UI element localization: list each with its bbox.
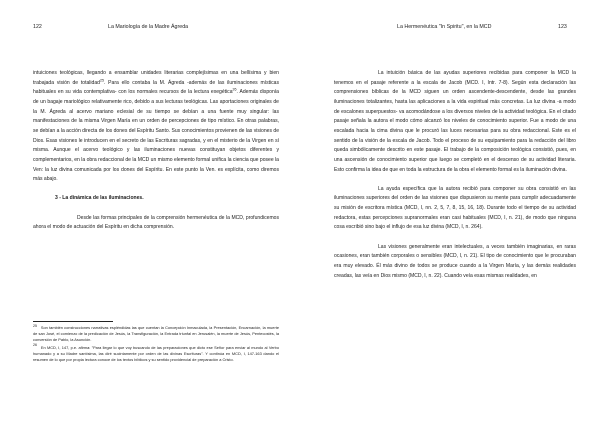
- footnote-ref-25[interactable]: 25: [99, 77, 104, 82]
- footnote-26: 26 En MCD, I, 147, p.e. afirma: "Para llegar lo que voy buscando de las preparaciones que dicto ese Señor para enviar al mundo al Verbo humanado y a su Madre santísima, las diré sucintamente por orden de las divinas Escrituras". Y continúa en MCD, I, 147-163 dando el resumen de lo que por propia lectura conoce de los textos bíblicos y su sentido providencial de preparación a Cristo.: [33, 343, 279, 362]
- right-running-title: La Hermenéutica "In Spiritu", en la MCD: [397, 24, 492, 30]
- footnote-25: 25 Son también construcciones narrativas espléndidas las que cuentan la Concepción Inmaculada, la Presentación, Encarnación, la muerte de san José, el comienzo de la predicación de Jesús, la Transfiguración, la Entrada triunfal en Jerusalén, la muerte de Jesús, Pentecostés, la conversión de Pablo, la Asunción.: [33, 323, 279, 343]
- right-paragraph-3: Las visiones generalmente eran intelectuales, a veces también imaginarias, en raras ocasiones, eran también corporales o sensibles (MCD, I, n. 21). El tipo de conocimiento que le procuraban era muy elevado. Él más divino de todos se produce cuando a la Virgen María, y las demás realidades creadas, las veía en Dios mismo (MCD, I, n. 22). Cuando veía esas mismas realidades, en: [334, 243, 576, 279]
- footnote-number: 26: [33, 343, 37, 348]
- right-paragraph-2: La ayuda específica que la autora recibió para componer su obra consistió en las iluminaciones superiores del orden de las visiones que dispusieron su mente para cumplir adecuadamente su misión de escritora mística (MCD, I, nn. 2, 5, 7, 8, 15, 16, 18). Durante todo el tiempo de su actividad redactora, estas percepciones supranormales eran casi habituales (MCD, I, n. 21), de modo que ninguna cosa escribió sino bajo el influjo de esa luz divina (MCD, I, n. 264).: [334, 185, 576, 231]
- right-body-text: [334, 69, 576, 281]
- right-page-number: 123: [558, 24, 567, 30]
- footnote-ref-26[interactable]: 26: [232, 87, 237, 92]
- footnote-number: 25: [33, 323, 37, 328]
- footnote-divider: [33, 321, 113, 322]
- left-body-text: [33, 69, 279, 233]
- section-subheading: 3 - La dinámica de las iluminaciones.: [55, 195, 144, 202]
- right-paragraph-1: La intuición básica de las ayudas superiores recibidas para componer la MCD la tenemos en el pasaje referente a la escala de Jacob (MCD. I, Intr. 7-8). Según esta declaración las comprensiones bíblicas de la MCD siguen un orden ascendente-descendente, desde las grandes iluminaciones totalizantes, hasta las aplicaciones a la vida espiritual más concretas. La luz divina -a modo de escalones superpuestos- va acomodándose a los diversos niveles de la actividad teológica. En el citado pasaje señala la autora el modo cómo alcanzó los niveles de conocimiento superior. Fue a modo de una escalada hacia la cima divina que le procuró las luces necesarias para su obra redaccional. Este es el sentido de la visión de la escala de Jacob. Todo el proceso de su equipamiento para la redacción del libro queda simbólicamente descrito en este pasaje. El trabajo de la composición teológica consistió, pues, en una ascensión de conocimiento superior que luego se completó en el descenso de su actividad literaria. Esto confirma la idea de que en toda la estructura de la obra el elemento formal es la iluminación divina.: [334, 70, 576, 173]
- footnotes: [33, 325, 279, 365]
- right-page: [300, 0, 600, 423]
- left-paragraph-1: intuiciones teológicas, llegando a ensamblar unidades literarias complejísimas en una bellísima y bien trabajada visión de totalidad$^{25}$. Para ello contaba la M. Ágreda -además de las iluminaciones místicas habituales en su vida contemplativa- con los normales recursos de la lectura exegética$^{26}$. Además disponía de un bagaje mariológico relativamente rico, debido a sus lecturas teológicas. Las aportaciones originales de la M. Ágreda al acervo mariano eclesial de su tiempo se debían a una fuente muy singular: las manifestaciones de la misma Virgen María en un orden de percepciones de tipo místico. En otras palabras, se debían a la acción directa de los dones del Espíritu Santo. Sus conocimientos provienen de las visiones de Dios. Esas visiones le introducen en el secreto de las Escrituras sagradas, y en el misterio de la Virgen en sí misma. Aunque el acervo teológico y las iluminaciones nuevas constituyan objetos diferentes y complementarios, en la obra redaccional de la MCD un mismo elemento formal unifica la ciencia que posee la Ven: la luz divina comunicada por los dones del Espíritu. En este punto la Ven. es explícita, como diremos más abajo.: [33, 70, 279, 183]
- left-paragraph-2: Desde las formas principales de la comprensión hermenéutica de la MCD, profundicemos ahora el modo de actuación del Espíritu en dicha comprensión.: [33, 214, 279, 231]
- left-running-title: La Mariología de la Madre Ágreda: [108, 24, 189, 30]
- left-page-number: 122: [33, 24, 42, 30]
